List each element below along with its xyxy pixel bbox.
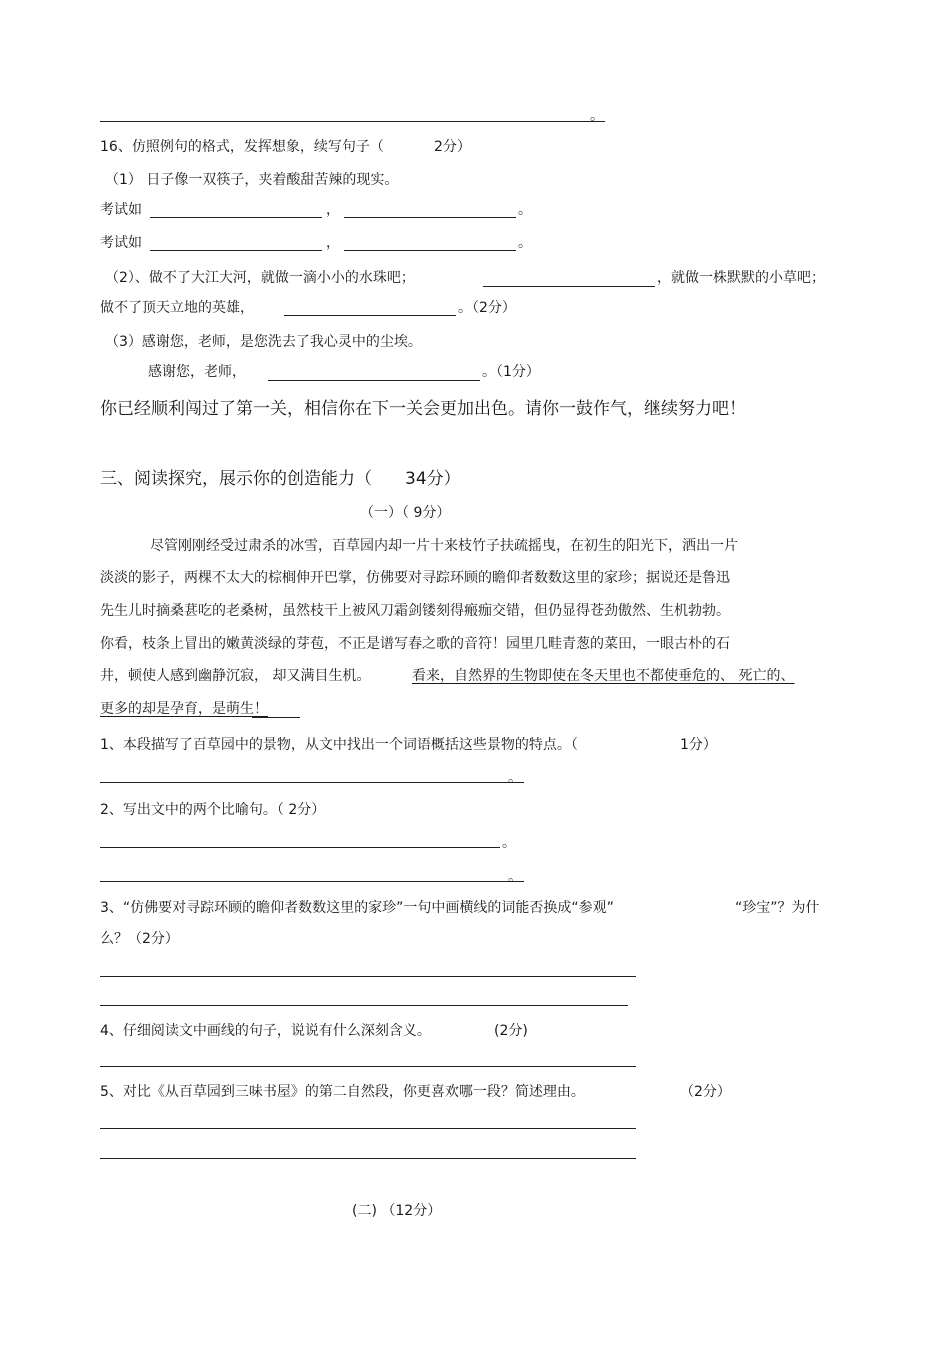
section-score: 34分）	[405, 469, 461, 489]
reading-question-4-score: (2分)	[494, 1023, 528, 1039]
section-title: 三、阅读探究，展示你的创造能力（	[100, 469, 372, 489]
period: 。	[508, 770, 522, 786]
q16-example: （1） 日子像一双筷子，夹着酸甜苦辣的现实。	[105, 172, 399, 188]
exam-prefix: 考试如	[100, 235, 142, 251]
reading-question-5: 5、对比《从百草园到三味书屋》的第二自然段，你更喜欢哪一段？简述理由。	[100, 1084, 585, 1100]
comma: ，	[326, 202, 340, 218]
answer-line[interactable]	[100, 1128, 636, 1129]
reading-question-3: 3、“仿佛要对寻踪环顾的瞻仰者数数这里的家珍”一句中画横线的词能否换成“参观”	[100, 900, 614, 916]
answer-line[interactable]	[100, 881, 524, 882]
period: 。	[518, 235, 532, 251]
answer-blank[interactable]	[284, 315, 456, 316]
answer-blank[interactable]	[268, 380, 480, 381]
answer-line[interactable]	[100, 121, 605, 122]
passage-line: 尽管刚刚经受过肃杀的冰雪，百草园内却一片十来枝竹子扶疏摇曳，在初生的阳光下，洒出一片	[150, 538, 738, 554]
period: 。	[508, 869, 522, 885]
part-heading: (二) （12分）	[352, 1203, 442, 1219]
answer-line[interactable]	[100, 1158, 636, 1159]
q16-item2-text: ，就做一株默默的小草吧；	[657, 270, 825, 286]
reading-question-5-score: （2分）	[680, 1084, 731, 1100]
answer-blank[interactable]	[344, 217, 516, 218]
reading-question-3: 么？（2分）	[100, 931, 179, 947]
q16-item3-text: 感谢您，老师，	[148, 364, 246, 380]
period-mark: 。	[590, 108, 604, 124]
q16-score: 2分）	[434, 139, 471, 155]
answer-blank[interactable]	[483, 286, 655, 287]
period: 。	[502, 835, 516, 851]
q16-title: 16、仿照例句的格式，发挥想象，续写句子（	[100, 139, 384, 155]
answer-line[interactable]	[100, 847, 500, 848]
answer-line[interactable]	[100, 1066, 636, 1067]
part-heading: （一）（ 9分）	[360, 505, 451, 521]
answer-line[interactable]	[100, 976, 636, 977]
exam-prefix: 考试如	[100, 202, 142, 218]
answer-line[interactable]	[100, 782, 524, 783]
passage-line: 先生儿时摘桑葚吃的老桑树，虽然枝干上被风刀霜剑镂刻得瘢痂交错，但仍显得苍劲傲然、生机勃勃。	[100, 603, 730, 619]
answer-blank[interactable]	[150, 217, 322, 218]
reading-question-1-score: 1分）	[680, 737, 717, 753]
passage-underlined: 更多的却是孕育，是萌生！	[100, 701, 268, 717]
underline-tail	[252, 717, 300, 718]
passage-line: 井，顿使人感到幽静沉寂， 却又满目生机。	[100, 668, 371, 684]
q16-item2-text: （2）、做不了大江大河，就做一滴小小的水珠吧；	[105, 270, 415, 286]
reading-question-1: 1、本段描写了百草园中的景物，从文中找出一个词语概括这些景物的特点。（	[100, 737, 578, 753]
comma: ，	[326, 235, 340, 251]
answer-blank[interactable]	[150, 250, 322, 251]
reading-question-3: “珍宝”？为什	[735, 900, 820, 916]
encouragement: 你已经顺利闯过了第一关，相信你在下一关会更加出色。请你一鼓作气，继续努力吧！	[100, 399, 746, 419]
answer-line[interactable]	[100, 1005, 628, 1006]
period: 。	[518, 202, 532, 218]
q16-item2-text: 做不了顶天立地的英雄，	[100, 300, 254, 316]
q16-item2-score: 。（2分）	[458, 300, 516, 316]
passage-line: 淡淡的影子，两棵不太大的棕榈伸开巴掌，仿佛要对寻踪环顾的瞻仰者数数这里的家珍；据说还是鲁迅	[100, 570, 730, 586]
reading-question-2: 2、写出文中的两个比喻句。（ 2分）	[100, 802, 326, 818]
q16-item3-text: （3）感谢您，老师，是您洗去了我心灵中的尘埃。	[105, 334, 422, 350]
answer-blank[interactable]	[344, 250, 516, 251]
passage-underlined: 看来，自然界的生物即使在冬天里也不都使垂危的、 死亡的、	[412, 668, 795, 684]
q16-item3-score: 。（1分）	[482, 364, 540, 380]
passage-line: 你看，枝条上冒出的嫩黄淡绿的芽苞，不正是谱写春之歌的音符！园里几畦青葱的菜田，一眼古朴的石	[100, 636, 730, 652]
reading-question-4: 4、仔细阅读文中画线的句子，说说有什么深刻含义。	[100, 1023, 431, 1039]
